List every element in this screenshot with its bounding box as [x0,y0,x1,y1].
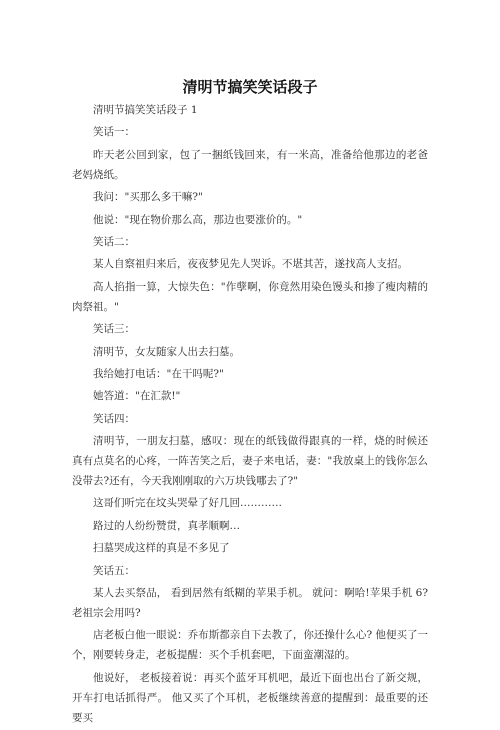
document-title: 清明节搞笑笑话段子 [182,78,318,96]
paragraph: 笑话二： [93,235,135,248]
paragraph: 某人去买祭品， 看到居然有纸糊的苹果手机。 就问：啊哈!苹果手机 6?老祖宗会用吗? [72,587,428,620]
paragraph: 我问："买那么多干嘛?" [93,191,203,204]
paragraph: 扫墓哭成这样的真是不多见了 [93,542,230,555]
paragraph: 清明节，女友随家人出去扫墓。 [93,345,240,358]
paragraph: 他说："现在物价那么高，那边也要涨价的。" [93,213,303,226]
paragraph: 笑话三： [93,323,135,336]
paragraph: 笑话四： [93,412,135,425]
paragraph: 清明节搞笑笑话段子 1 [93,104,198,116]
paragraph: 笑话五： [93,564,135,577]
paragraph: 笑话一： [93,126,135,139]
paragraph: 她答道："在汇款!" [93,390,181,403]
paragraph: 店老板白他一眼说：乔布斯都亲自下去教了，你还操什么心? 他便买了一个，刚要转身走，老板提醒：买个手机套吧，下面蛮潮湿的。 [72,629,428,662]
paragraph: 这哥们听完在坟头哭晕了好几回………… [93,497,282,510]
paragraph: 他说好， 老板接着说：再买个蓝牙耳机吧，最近下面也出台了新交规，开车打电话抓得严。 他又买了个耳机，老板继续善意的提醒到：最重要的还要买 [72,671,428,724]
paragraph: 昨天老公回到家，包了一捆纸钱回来，有一米高，准备给他那边的老爸老妈烧纸。 [72,148,428,181]
paragraph: 清明节，一朋友扫墓，感叹：现在的纸钱做得跟真的一样，烧的时候还真有点莫名的心疼，一阵苦笑之后，妻子来电话，妻："我放桌上的钱你怎么没带去?还有，今天我刚刚取的六万块钱哪去了?" [72,435,428,488]
paragraph: 路过的人纷纷赞贯，真孝顺啊… [93,519,240,532]
paragraph: 高人掐指一算，大惊失色："作孽啊，你竟然用染色馒头和掺了瘦肉精的肉祭祖。" [72,280,428,313]
paragraph: 某人自察祖归来后，夜夜梦见先人哭诉。不堪其苦，遂找高人支招。 [93,258,408,271]
document-body [72,100,428,730]
paragraph: 我给她打电话："在干吗呢?" [93,367,224,380]
